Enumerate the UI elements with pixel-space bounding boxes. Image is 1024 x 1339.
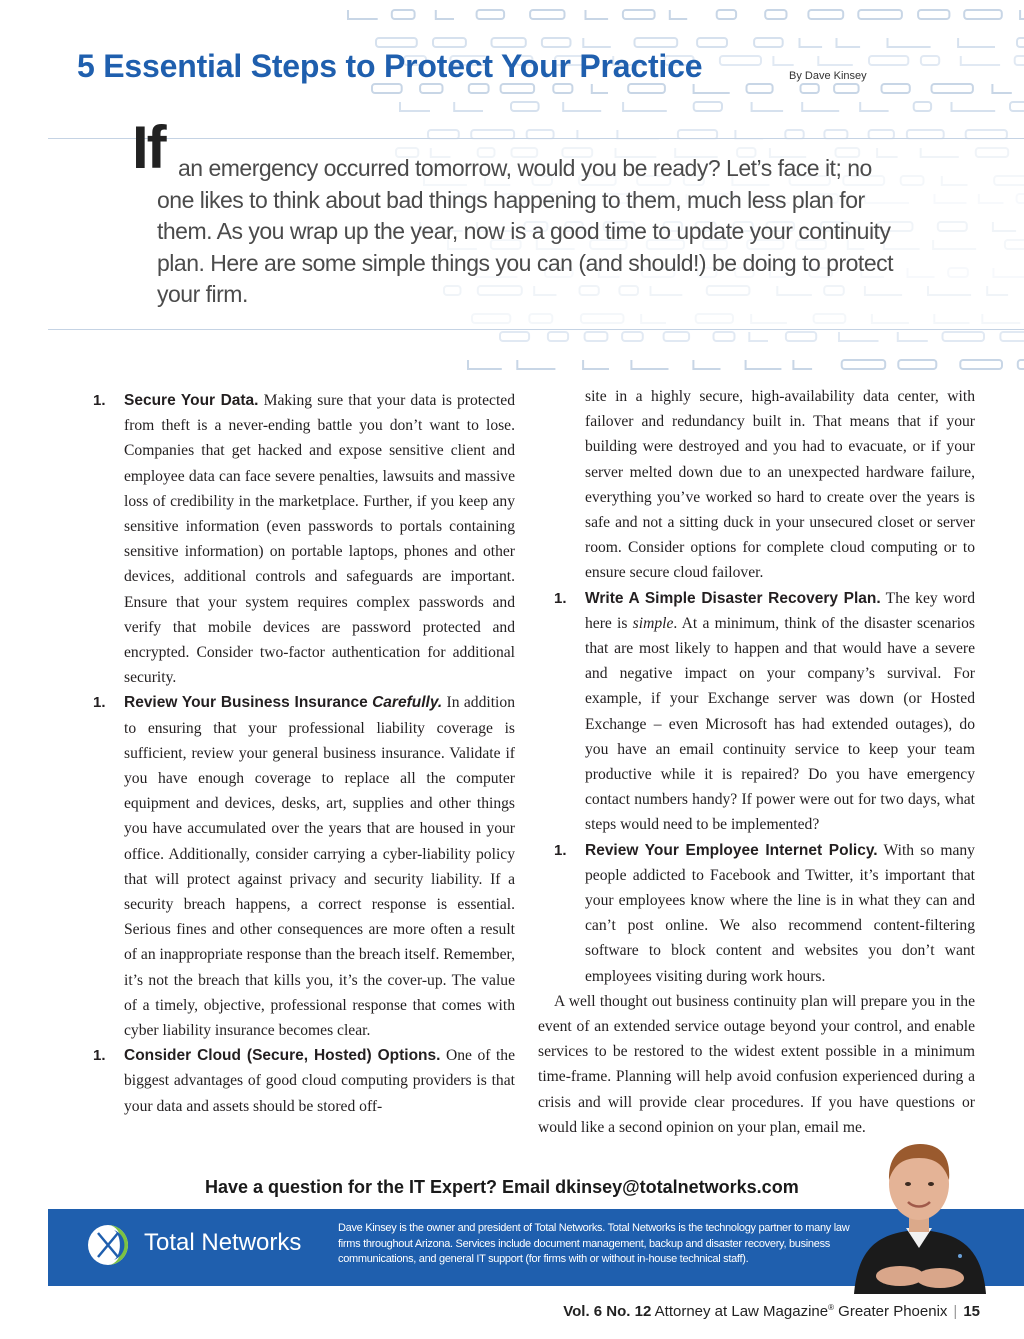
circuit-trace [517,360,555,369]
circuit-chip [530,10,564,19]
circuit-trace [992,84,1011,93]
circuit-chip [869,56,908,65]
step-heading: Consider Cloud (Secure, Hosted) Options. [124,1047,441,1065]
step-number: 1. [93,694,106,712]
circuit-chip [585,332,608,341]
step-heading: Write A Simple Disaster Recovery Plan. [585,589,881,607]
list-item [89,1043,515,1119]
step-heading: Secure Your Data. [124,392,259,409]
step-body: In addition to ensuring that your professional liability coverage is sufficient, review your general business insurance. Validate if you have enough coverage to replace all the computer equipment and devices, desks, art, supplies and other things you have accumulated over the years that are housed in your office. Additionally, consider carrying a cyber-liability policy that will protect against privacy and security liability. If a security breach happens, a correct response is essential. Serious fines and other consequences are more often a result of an inappropriate response than the breach itself. Remember, it’s not the breach that kills you, it’s the cover-up. The value of a timely, objective, professional response that comes with cyber liability insurance becomes clear. [124,694,515,1040]
circuit-chip [433,38,466,47]
circuit-chip [914,102,931,111]
circuit-chip [858,10,902,19]
circuit-chip [808,10,843,19]
intro-paragraph: an emergency occurred tomorrow, would you be ready? Let’s face it; no one likes to think about bad things happening to them, much less plan for them. As you wrap up the year, now is a good time to update your continuity plan. Here are some simple things you can (and should!) be doing to protect your firm. [157,155,893,308]
circuit-trace [436,10,454,19]
circuit-chip [697,38,727,47]
step-body: The key word here is [585,589,975,632]
circuit-chip [882,84,910,93]
circuit-chip [623,10,655,19]
circuit-trace [468,360,502,369]
circuit-trace [752,102,784,111]
circuit-trace [961,56,1000,65]
magazine-name: Attorney at Law Magazine [654,1303,829,1320]
circuit-chip [548,332,568,341]
circuit-chip [1017,38,1024,47]
circuit-chip [376,38,417,47]
circuit-trace [898,332,928,341]
circuit-chip [477,10,505,19]
circuit-chip [801,84,819,93]
step-body: Making sure that your data is protected from theft is a never-ending battle you don’t want to lose. Companies that get hacked and expose sensitive client and employee data can face severe penalties, lawsuits and massive loss of credibility in the marketplace. Further, if you keep any sensitive information (even passwords to portals containing sensitive information) on portable laptops, phones and other devices, additional controls and safeguards are important. Ensure that your system requires complex passwords and verify that mobile devices are password protected and encrypted. Consider two-factor authentication for additional security. [124,392,516,687]
circuit-trace [583,360,609,369]
circuit-chip [553,84,572,93]
step-heading: Review Your Employee Internet Policy. [585,841,878,859]
circuit-trace [958,38,995,47]
circuit-chip [921,56,939,65]
circuit-trace [348,10,378,19]
list-item [538,586,975,838]
step-number: 1. [93,1047,106,1065]
circuit-chip [918,10,949,19]
circuit-trace [952,102,996,111]
step-body-continued: site in a highly secure, high-availability data center, with failover and redundancy built in. That means that if your building were destroyed and you had to evacuate, or if your server melted down due to an unexpected hardware failure, everything you’ve worked so hard to create over the years is safe and not a sitting duck in your unsecured closet or server room. Consider options for complete cloud computing or to ensure secure cloud failover. [585,388,975,582]
circuit-trace [839,332,879,341]
circuit-chip [754,38,783,47]
circuit-chip [420,84,442,93]
circuit-chip [1000,332,1024,341]
total-networks-logo-icon [84,1221,132,1269]
circuit-trace [454,102,483,111]
drop-cap: If [132,114,165,181]
circuit-trace [749,332,768,341]
circuit-chip [786,332,816,341]
circuit-chip [694,102,722,111]
circuit-trace [670,10,687,19]
circuit-chip [542,38,571,47]
step-number: 1. [93,392,106,409]
circuit-chip [1010,102,1024,111]
step-heading: Review Your Business Insurance [124,694,368,712]
circuit-chip [960,360,1002,369]
circuit-chip [501,84,534,93]
circuit-chip [1015,56,1024,65]
circuit-trace [837,38,861,47]
issue-label: Vol. 6 No. 12 [563,1303,652,1320]
circuit-chip [717,10,736,19]
circuit-chip [511,102,539,111]
circuit-chip [932,84,973,93]
circuit-chip [635,38,678,47]
circuit-chip [842,360,886,369]
brand-name: Total Networks [144,1229,302,1256]
circuit-chip [898,360,936,369]
step-body: With so many people addicted to Facebook and Twitter, it’s important that your employees know where the line is in what they can and can’t post online. We also recommend content-filtering software to block content and websites you don’t want employees visiting during work hours. [585,841,975,985]
byline: By Dave Kinsey [789,70,867,82]
footer-divider: | [953,1303,958,1320]
list-item [538,838,975,989]
closing-paragraph: A well thought out business continuity plan will prepare you in the event of an extended service outage beyond your control, and enable services to be restored to the widest extent possible in a minimum time-frame. Planning will help avoid confusion experienced during a crisis and will provide clear procedures. If you have questions or would like a second opinion on your plan, email me. [538,992,975,1136]
circuit-chip [469,84,489,93]
step-body: One of the biggest advantages of good cloud computing providers is that your data and assets should be stored off- [124,1047,515,1115]
circuit-chip [834,84,859,93]
circuit-chip [1018,360,1024,369]
list-item [89,690,515,1043]
circuit-chip [628,84,665,93]
circuit-trace [793,360,812,369]
page-number: 15 [963,1303,980,1320]
circuit-chip [714,332,735,341]
circuit-trace [773,56,793,65]
step-number: 1. [554,841,567,859]
circuit-chip [747,84,773,93]
article-title: 5 Essential Steps to Protect Your Practice [77,48,703,84]
circuit-trace [860,102,888,111]
region-name: Greater Phoenix [838,1303,948,1320]
circuit-trace [583,38,611,47]
circuit-trace [1020,10,1024,19]
circuit-chip [964,10,1002,19]
circuit-trace [631,360,668,369]
list-item [89,388,515,690]
circuit-chip [943,332,985,341]
step-body-emphasis: simple [632,614,674,632]
circuit-chip [664,332,690,341]
circuit-chip [622,332,643,341]
circuit-trace [623,102,667,111]
circuit-trace [592,84,608,93]
circuit-trace [888,38,931,47]
circuit-trace [802,102,839,111]
contact-callout: Have a question for the IT Expert? Email dkinsey@totalnetworks.com [205,1177,799,1197]
circuit-chip [500,332,529,341]
circuit-chip [372,84,402,93]
step-heading-emphasis: Carefully. [372,694,443,712]
author-photo [848,1136,990,1294]
circuit-chip [392,10,415,19]
circuit-trace [563,102,601,111]
circuit-trace [586,10,609,19]
author-bio: Dave Kinsey is the owner and president of Total Networks. Total Networks is the technology partner to many law firms throughout Arizona. Services include document management, backup and disaster recovery, business communications, and general IT support (for firms with or without in-house technical staff). [338,1222,850,1265]
page-footer [563,1303,980,1320]
circuit-trace [746,360,782,369]
circuit-trace [400,102,430,111]
circuit-trace [800,38,823,47]
step-number: 1. [554,589,567,607]
step-body-rest: . At a minimum, think of the disaster scenarios that are most likely to happen and that would have a severe and negative impact on your company’s survival. For example, if your Exchange server was down (or Hosted Exchange – even Microsoft has had extended outages), do you have an email continuity service to keep your team productive while it is repaired? Do you have emergency contact numbers handy? If power were out for two days, what steps would need to be implemented? [585,614,975,834]
circuit-chip [765,10,786,19]
circuit-trace [693,360,720,369]
registered-mark: ® [828,1303,834,1312]
circuit-chip [720,56,761,65]
circuit-chip [492,38,526,47]
left-column [89,388,515,1119]
right-column [538,384,975,1140]
circuit-trace [694,84,730,93]
magazine-page [48,0,1024,1339]
circuit-trace [818,56,853,65]
